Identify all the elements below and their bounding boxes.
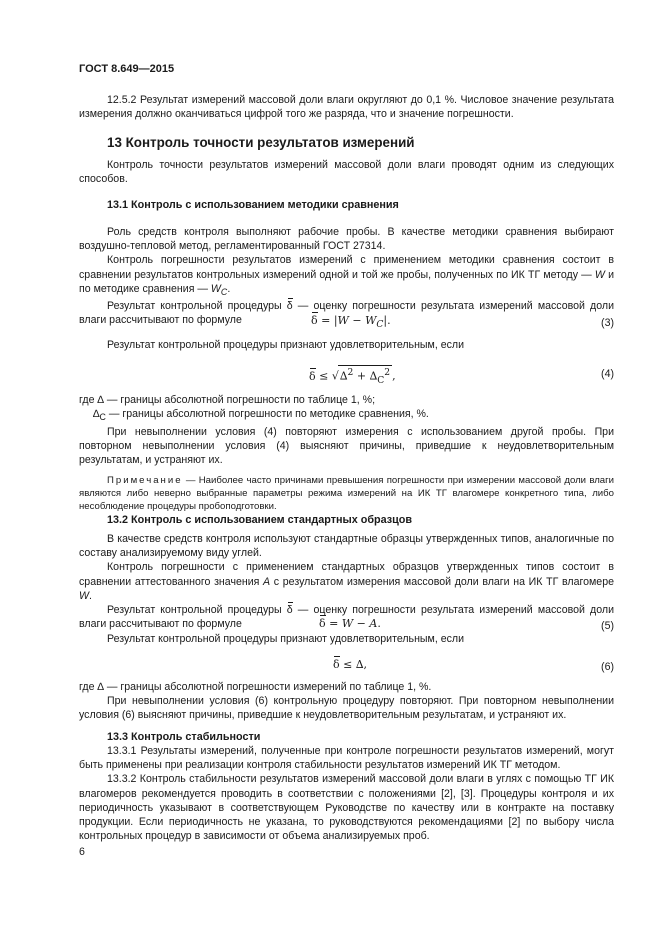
subsection-13-1-body: [79, 225, 614, 328]
formula-5: δ = W − A. (5): [319, 617, 614, 632]
subsection-13-2-title: 13.2 Контроль с использованием стандартных образцов: [107, 514, 413, 526]
s131-paragraph-3: Результат контрольной процедуры δ — оценку погрешности результата измерений массовой доли влаги рассчитывают по формуле: [79, 300, 614, 327]
s131-paragraph-2: Контроль погрешности результатов измерений с применением методики сравнения состоит в сравнении результатов контрольных измерений одной и той же пробы, полученных по ИК ТГ методу — W и по методике сравнения — $W_C$.: [79, 254, 614, 297]
formula-4: $\delta \le √\Delta^2 + \Delta_C^2$ , (4): [79, 365, 614, 383]
section-13-title: 13 Контроль точности результатов измерений: [107, 135, 415, 150]
s133-paragraph-1: 13.3.1 Результаты измерений, полученные при контроле погрешности результатов измерений, могут быть применены при реализации контроля стабильности результатов измерений ИК ТГ методом.: [79, 745, 614, 772]
formula-3: $\delta = |W - W_C|$. (3): [311, 314, 614, 331]
s131-where-2: $\Delta_C$ — границы абсолютной погрешности по методике сравнения, %.: [93, 408, 429, 423]
section-13-intro: Контроль точности результатов измерений массовой доли влаги проводят одним из следующих способов.: [79, 159, 614, 186]
s132-where-1: где ∆ — границы абсолютной погрешности измерений по таблице 1, %.: [79, 681, 432, 693]
paragraph-12-5-2: 12.5.2 Результат измерений массовой доли влаги округляют до 0,1 %. Числовое значение результата измерения должно оканчиваться цифрой того же разряда, что и значение погрешности.: [79, 94, 614, 121]
document-header: ГОСТ 8.649—2015: [79, 63, 175, 75]
s131-paragraph-4: Результат контрольной процедуры признают удовлетворительным, если: [107, 339, 464, 351]
s132-paragraph-1: В качестве средств контроля используют стандартные образцы утвержденных типов, аналогичные по составу анализируемому виду углей.: [79, 533, 614, 560]
s131-paragraph-5: При невыполнении условия (4) повторяют измерения с использованием другой пробы. При повторном невыполнении условия (4) выясняют причины, приведшие к неудовлетворительным результатам, и устраняют их.: [79, 425, 614, 466]
formula-3-number: (3): [601, 317, 614, 329]
subsection-13-1-title: 13.1 Контроль с использованием методики сравнения: [107, 199, 399, 211]
formula-6: δ ≤ ∆, (6): [333, 658, 614, 673]
s132-paragraph-5: При невыполнении условия (6) контрольную процедуру повторяют. При повторном невыполнении условия (6) выясняют причины, приведшие к неудовлетворительным результатам, и устраняют их.: [79, 695, 614, 722]
subsection-13-3-title: 13.3 Контроль стабильности: [107, 731, 261, 743]
formula-4-number: (4): [601, 368, 614, 380]
s131-note: Примечание — Наиболее часто причинами превышения погрешности при измерении массовой доли влаги являются либо неверно выбранные параметры режима измерений на ИК ТГ влагомере конкретного типа, либо несоблюдение процедуры пробоподготовки.: [79, 475, 614, 513]
subsection-13-1-tail: [79, 393, 614, 513]
s131-paragraph-1: Роль средств контроля выполняют рабочие пробы. В качестве методики сравнения выбирают воздушно-тепловой метод, регламентированный ГОСТ 27314.: [79, 226, 614, 253]
formula-6-number: (6): [601, 661, 614, 673]
page-number: 6: [79, 846, 85, 858]
s132-paragraph-3: Результат контрольной процедуры δ — оценку погрешности результата измерений массовой доли влаги рассчитывают по формуле: [79, 604, 614, 631]
s133-paragraph-2: 13.3.2 Контроль стабильности результатов измерений массовой доли влаги в углях с помощью ТГ ИК влагомеров рекомендуется проводить в соответствии с положениями [2], [3]. Процедуры контроля и их периодичность указывают в соответствующем Руководстве по качеству или в контракте на поставку продукции. Если периодичность не указана, то руководствуются рекомендациями [2] по выбору числа контрольных процедур в зависимости от объема анализируемых проб.: [79, 773, 614, 843]
formula-5-number: (5): [601, 620, 614, 632]
subsection-13-3-body: [79, 744, 614, 843]
s132-paragraph-4: Результат контрольной процедуры признают удовлетворительным, если: [107, 633, 464, 645]
subsection-13-2-tail: [79, 680, 614, 723]
s131-where-1: где ∆ — границы абсолютной погрешности по таблице 1, %;: [79, 394, 376, 406]
s132-paragraph-2: Контроль погрешности с применением стандартных образцов утвержденных типов состоит в сравнении аттестованного значения A с результатом измерения массовой доли влаги на ИК ТГ влагомере W.: [79, 561, 614, 602]
